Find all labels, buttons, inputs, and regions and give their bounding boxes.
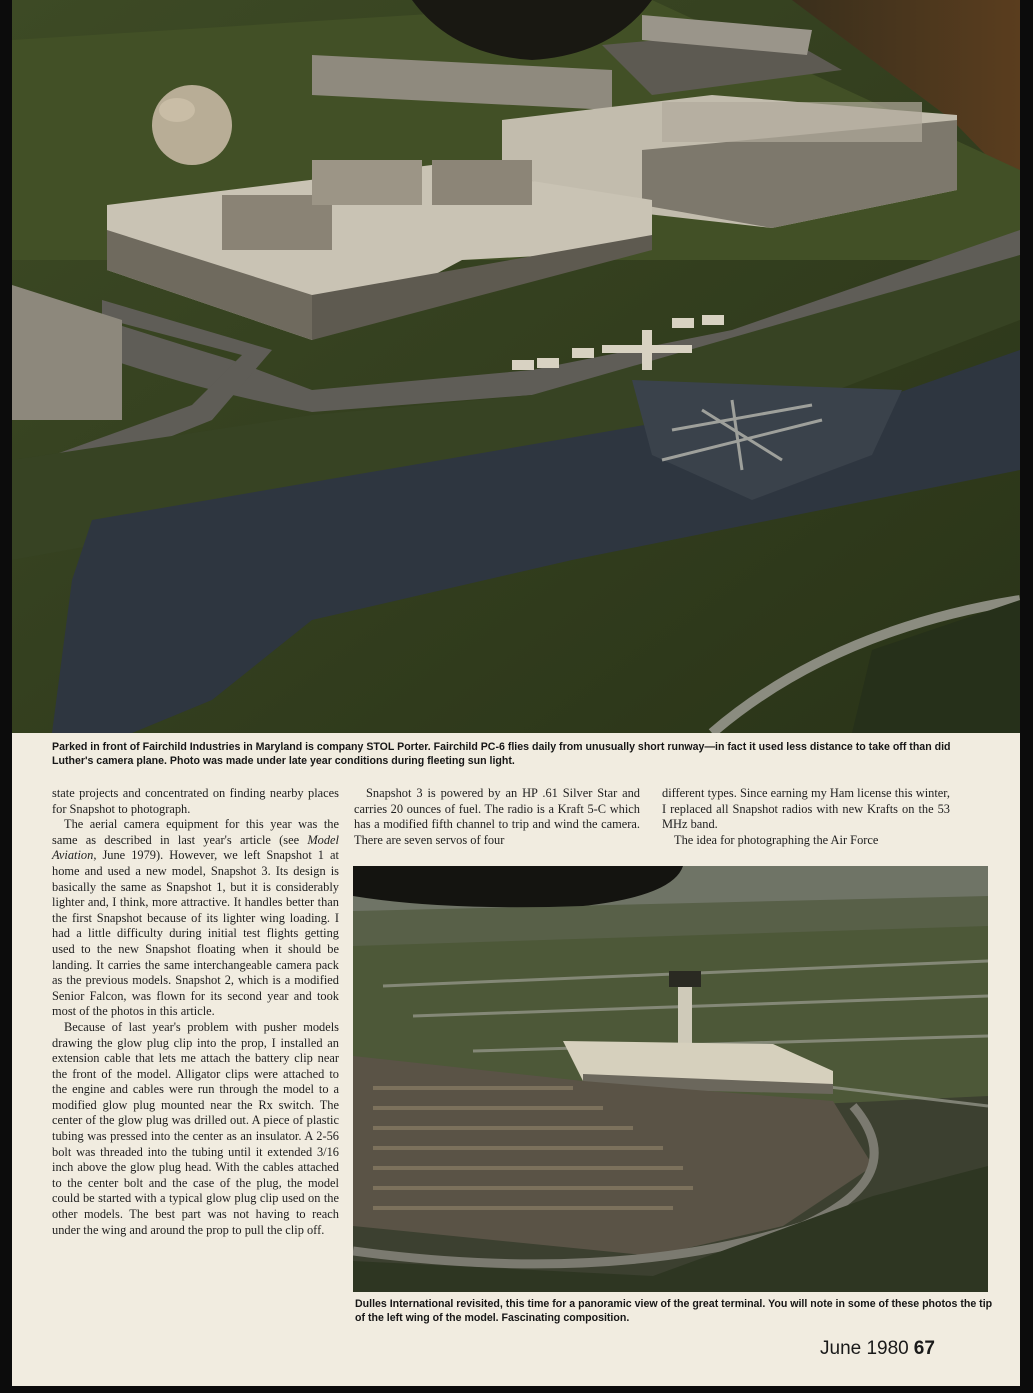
inset-photo-caption: Dulles International revisited, this time for a panoramic view of the great terminal. You will note in some of these photos the tip of the left wing of the model. Fascinating composition.	[355, 1298, 993, 1324]
article-column-3	[662, 786, 950, 848]
page-footer	[820, 1338, 935, 1360]
aerial-photo-fairchild	[12, 0, 1020, 733]
paragraph: The aerial camera equipment for this year was the same as described in last year's article (see Model Aviation, June 1979). However, we left Snapshot 1 at home and used a new model, Snapshot 3. Its design is basically the same as Snapshot 1, but it is considerably lighter and, I think, more attractive. It handles better than the first Snapshot because of its lighter wing loading. I had a little difficulty during initial test flights getting used to the new Snapshot floating when it should be landing. It carries the same interchangeable camera pack as the previous models. Snapshot 2, which is a modified Senior Falcon, was flown for its second year and took most of the photos in this article.	[52, 817, 339, 1019]
article-column-2	[354, 786, 640, 848]
paragraph: different types. Since earning my Ham license this winter, I replaced all Snapshot radios with new Krafts on the 53 MHz band.	[662, 786, 950, 832]
paragraph: The idea for photographing the Air Force	[674, 832, 879, 847]
issue-date: June 1980	[820, 1338, 909, 1359]
magazine-title: Model Aviation	[52, 832, 339, 863]
paragraph: state projects and concentrated on finding nearby places for Snapshot to photograph.	[52, 786, 339, 816]
paragraph: Snapshot 3 is powered by an HP .61 Silver Star and carries 20 ounces of fuel. The radio is a Kraft 5-C which has a modified fifth channel to trip and wind the camera. There are seven servos of four	[354, 786, 640, 847]
magazine-page	[12, 0, 1020, 1386]
aerial-photo-dulles-terminal	[353, 866, 988, 1292]
article-column-1	[52, 786, 339, 1238]
paragraph: Because of last year's problem with pusher models drawing the glow plug clip into the prop, I installed an extension cable that lets me attach the battery clip near the front of the model. Alligator clips were attached to the engine and cables were run through the model to a modified glow plug mounted near the Rx switch. The center of the glow plug was drilled out. A piece of plastic tubing was pressed into the center as an insulator. A 2-56 bolt was threaded into the tubing until it extended 3/16 inch above the glow plug head. With the cables attached to the center bolt and the case of the plug, the model could be started with a typical glow plug clip used on the other models. The best part was not having to reach under the wing and around the prop to pull the clip off.	[52, 1019, 339, 1237]
page-number: 67	[913, 1338, 935, 1359]
top-photo-caption: Parked in front of Fairchild Industries in Maryland is company STOL Porter. Fairchild PC-6 flies daily from unusually short runway—in fact it used less distance to take off than did Luther's camera plane. Photo was made under late year conditions during fleeting sun light.	[52, 741, 951, 767]
